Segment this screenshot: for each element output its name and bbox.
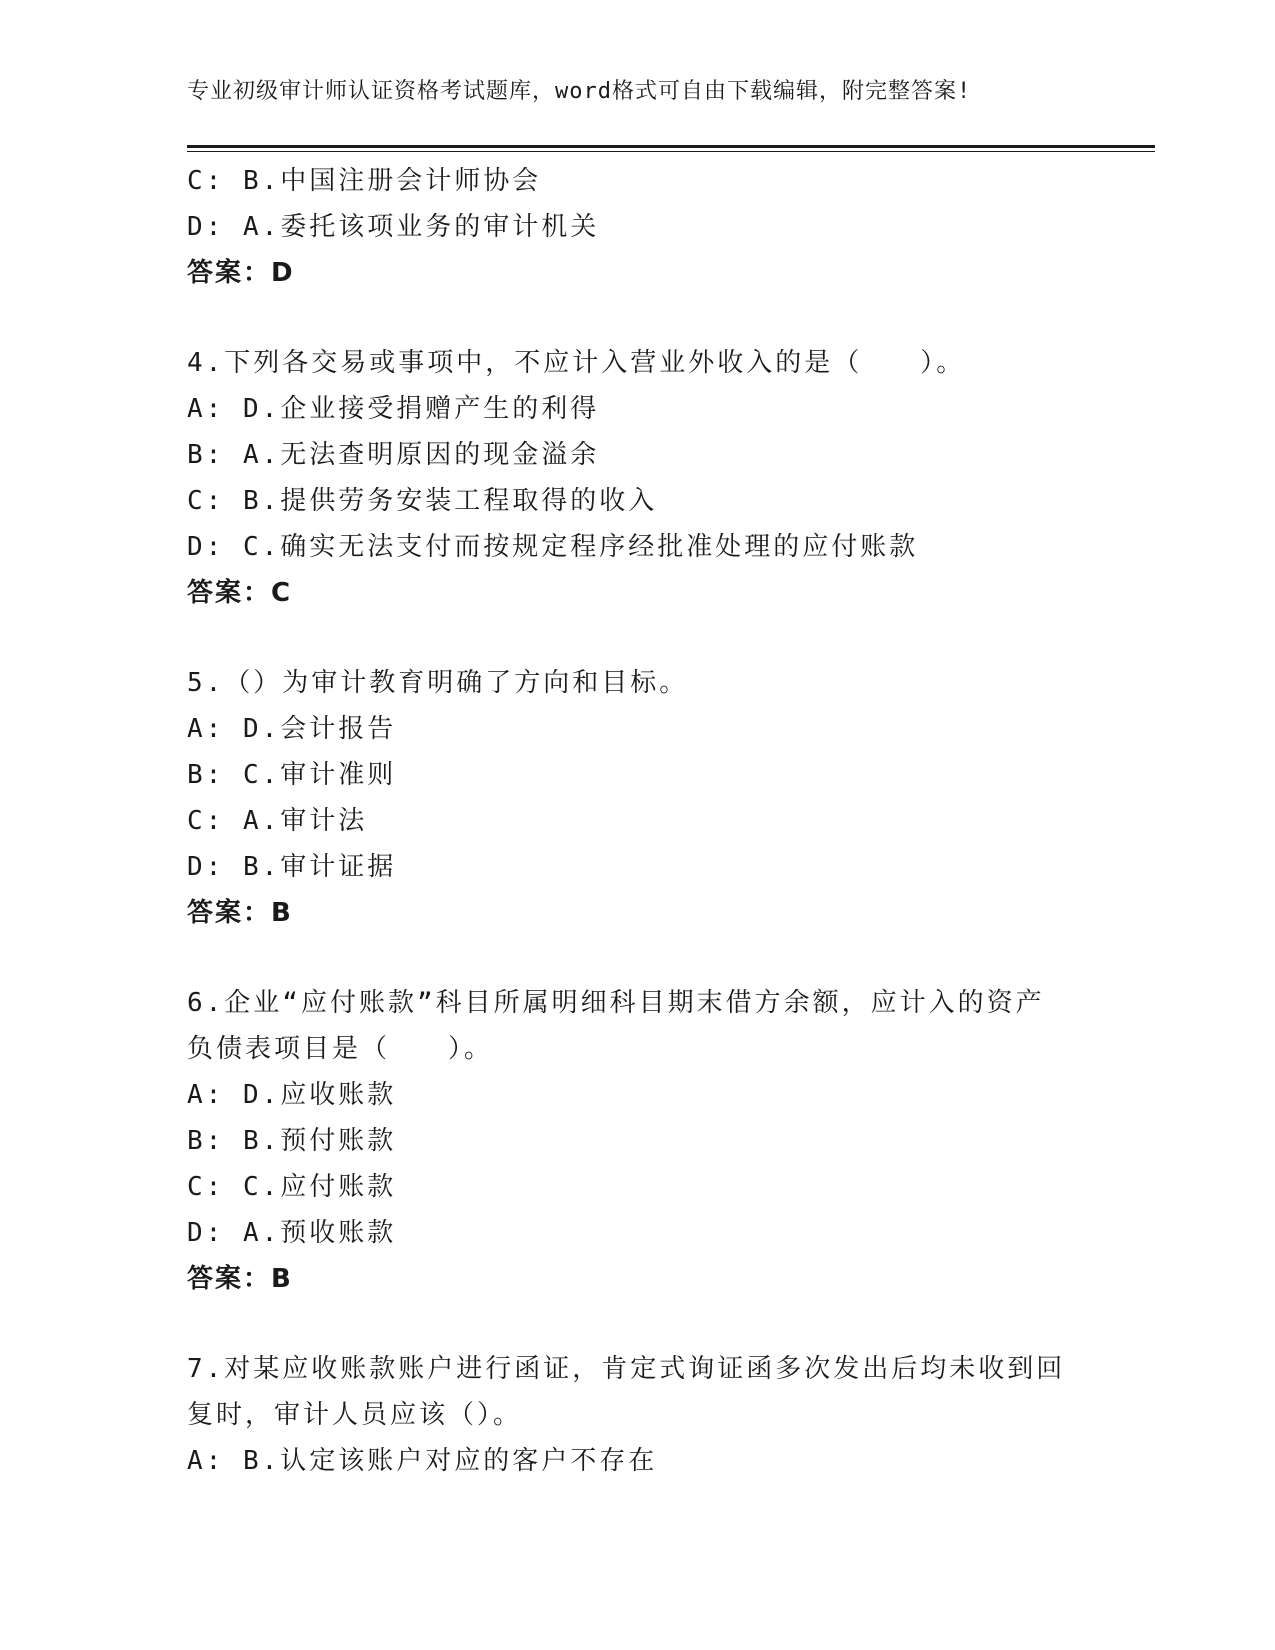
question-text: 4.下列各交易或事项中，不应计入营业外收入的是（ ）。 [187, 348, 966, 378]
option-d: D: C.确实无法支付而按规定程序经批准处理的应付账款 [187, 532, 919, 562]
option-a: A: D.企业接受捐赠产生的利得 [187, 394, 600, 424]
question-7 [187, 1346, 1087, 1484]
question-text: 5.（）为审计教育明确了方向和目标。 [187, 668, 689, 698]
answer-line: 答案：B [187, 1264, 293, 1294]
option-b: B: C.审计准则 [187, 760, 397, 790]
option-a: A: D.会计报告 [187, 714, 397, 744]
question-5 [187, 660, 1087, 936]
document-content [187, 158, 1087, 1484]
question-6 [187, 980, 1087, 1302]
option-d: D: B.审计证据 [187, 852, 397, 882]
option-b: B: B.预付账款 [187, 1126, 397, 1156]
question-4 [187, 340, 1087, 616]
option-c: C: A.审计法 [187, 806, 368, 836]
page-header: 专业初级审计师认证资格考试题库，word格式可自由下载编辑，附完整答案! [187, 79, 972, 104]
option-a: A: B.认定该账户对应的客户不存在 [187, 1446, 658, 1476]
option-d: D: A.委托该项业务的审计机关 [187, 212, 600, 242]
option-c: C: B.提供劳务安装工程取得的收入 [187, 486, 658, 516]
header-rule-thin [187, 151, 1155, 152]
question-3-tail [187, 158, 1087, 296]
answer-line: 答案：D [187, 258, 295, 288]
question-text: 6.企业“应付账款”科目所属明细科目期末借方余额，应计入的资产负债表项目是（ ）。 [187, 988, 1045, 1064]
option-a: A: D.应收账款 [187, 1080, 397, 1110]
answer-line: 答案：B [187, 898, 293, 928]
header-rule-thick [187, 145, 1155, 148]
option-d: D: A.预收账款 [187, 1218, 397, 1248]
question-text: 7.对某应收账款账户进行函证，肯定式询证函多次发出后均未收到回复时，审计人员应该（）。 [187, 1354, 1066, 1430]
option-c: C: B.中国注册会计师协会 [187, 166, 542, 196]
option-b: B: A.无法查明原因的现金溢余 [187, 440, 600, 470]
answer-line: 答案：C [187, 578, 293, 608]
option-c: C: C.应付账款 [187, 1172, 397, 1202]
